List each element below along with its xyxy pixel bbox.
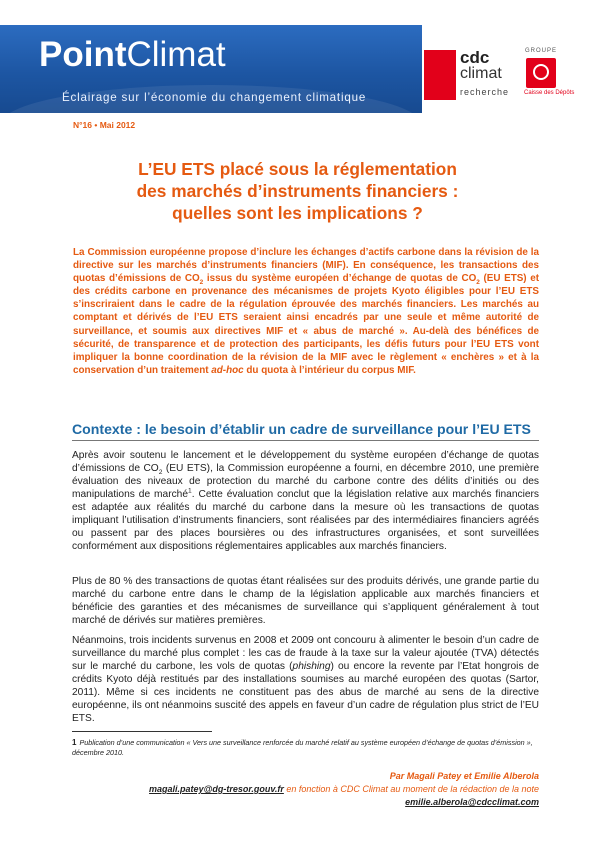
footnote-divider bbox=[72, 731, 212, 732]
partner-name-1: cdc bbox=[460, 48, 490, 67]
authors-line: Par Magali Patey et Emilie Alberola bbox=[389, 771, 539, 781]
title-line-3: quelles sont les implications ? bbox=[172, 203, 423, 223]
brand-tagline: Éclairage sur l’économie du changement climatique bbox=[62, 91, 367, 104]
brand-title bbox=[39, 35, 226, 75]
partner-name-3: recherche bbox=[460, 87, 510, 97]
section-heading: Contexte : le besoin d’établir un cadre de surveillance pour l’EU ETS bbox=[72, 421, 531, 437]
paragraph-3: Néanmoins, trois incidents survenus en 2008 et 2009 ont concouru à alimenter le besoin d’un cadre de surveillance du marché plus complet : les cas de fraude à la taxe sur la valeur ajoutée (TVA) détectés sur le marché du carbone, les vols de quotas (phishing) ou encore la revente par l’Etat hongrois de crédits Kyoto déjà restitués par des installations soumises au marché européen des quotas (Sartor, 2011). Même si ces incidents ne constituent pas des abus de marché au sens de la directive européenne, ils ont néanmoins suscité des appels en faveur d’un cadre de régulation plus strict de l’EU ETS. bbox=[72, 635, 539, 724]
page-title bbox=[60, 158, 535, 224]
group-label: GROUPE bbox=[525, 48, 558, 54]
footnote bbox=[72, 738, 539, 758]
intro-summary: La Commission européenne propose d’inclure les échanges d’actifs carbone dans la révision de la directive sur les marchés d’instruments financiers (MIF). En conséquence, les transactions des quotas d’émissions de $CO_2$ issus du système européen d’échange de quotas de $CO_2$ (EU ETS) et des crédits carbone en provenance des mécanismes de projets Kyoto éligibles pour l’EU ETS s’inscriraient dans le cadre de la régulation éprouvée des marchés financiers. Les marchés au comptant et dérivés de l’EU ETS seraient ainsi encadrés par une seule et même autorité de surveillance, et soumis aux directives MIF et « abus de marché ». Au-delà des bénéfices de sécurité, de transparence et de protection des participants, les défis futurs pour l’EU ETS vont impliquer la bonne coordination de la révision de la MIF avec le règlement « enchères » et à la conservation d’un traitement ad-hoc du quota à l’intérieur du corpus MIF. bbox=[73, 247, 540, 376]
partner-name-2: climat bbox=[460, 65, 502, 82]
footnote-mark: 1 bbox=[72, 738, 77, 747]
section-divider bbox=[72, 440, 539, 441]
author-email-link-1[interactable]: magali.patey@dg-tresor.gouv.fr bbox=[149, 784, 284, 794]
title-line-1: L’EU ETS placé sous la réglementation bbox=[138, 159, 457, 179]
footnote-text: Publication d’une communication « Vers une surveillance renforcée du marché relatif au système européen d’échange de quotas d’émission », décembre 2010. bbox=[72, 738, 533, 757]
brand-light: Climat bbox=[126, 35, 226, 74]
caisse-des-depots-seal-icon bbox=[526, 58, 556, 88]
author-affiliation bbox=[149, 784, 539, 794]
author-email-link-2[interactable]: emilie.alberola@cdcclimat.com bbox=[405, 797, 539, 807]
cdc-climat-wordmark bbox=[460, 50, 509, 100]
footnote-ref[interactable]: 1 bbox=[188, 487, 192, 495]
paragraph-2: Plus de 80 % des transactions de quotas étant réalisées sur des produits dérivés, une grande partie du marché du carbone entre dans le champ de la législation applicable aux marchés financiers et bénéficie des garanties et des mécanismes de surveillance qui s’appliquent généralement à tout marché de dérivés sur matières premières. bbox=[72, 576, 539, 626]
paragraph-1: Après avoir soutenu le lancement et le développement du système européen d’échange de quotas d’émissions de $CO_2$ (EU ETS), la Commission européenne a fourni, en décembre 2010, une première évaluation des niveaux de protection du marché du carbone contre des délits d’initiés ou des manipulations de marché$^1$. Cette évaluation conclut que la législation relative aux marchés financiers est adaptée aux réalités du marché du carbone dans la mesure où les transactions de quotas impliquant l’utilisation d’instruments financiers, sont réalisées par des intermédiaires financiers agréés ou passent par des places boursières ou des infrastructures organisées, et sont surveillées conformément aux dispositions réglementaires applicables aux marchés financiers. bbox=[72, 450, 540, 552]
brand-bold: Point bbox=[39, 35, 127, 74]
group-seal-caption: Caisse des Dépôts bbox=[524, 90, 575, 96]
affiliation-text: en fonction à CDC Climat au moment de la rédaction de la note bbox=[283, 784, 539, 794]
cdc-climat-logo-icon bbox=[424, 50, 456, 100]
title-line-2: des marchés d’instruments financiers : bbox=[136, 181, 459, 201]
issue-number: N°16 • Mai 2012 bbox=[73, 120, 136, 130]
